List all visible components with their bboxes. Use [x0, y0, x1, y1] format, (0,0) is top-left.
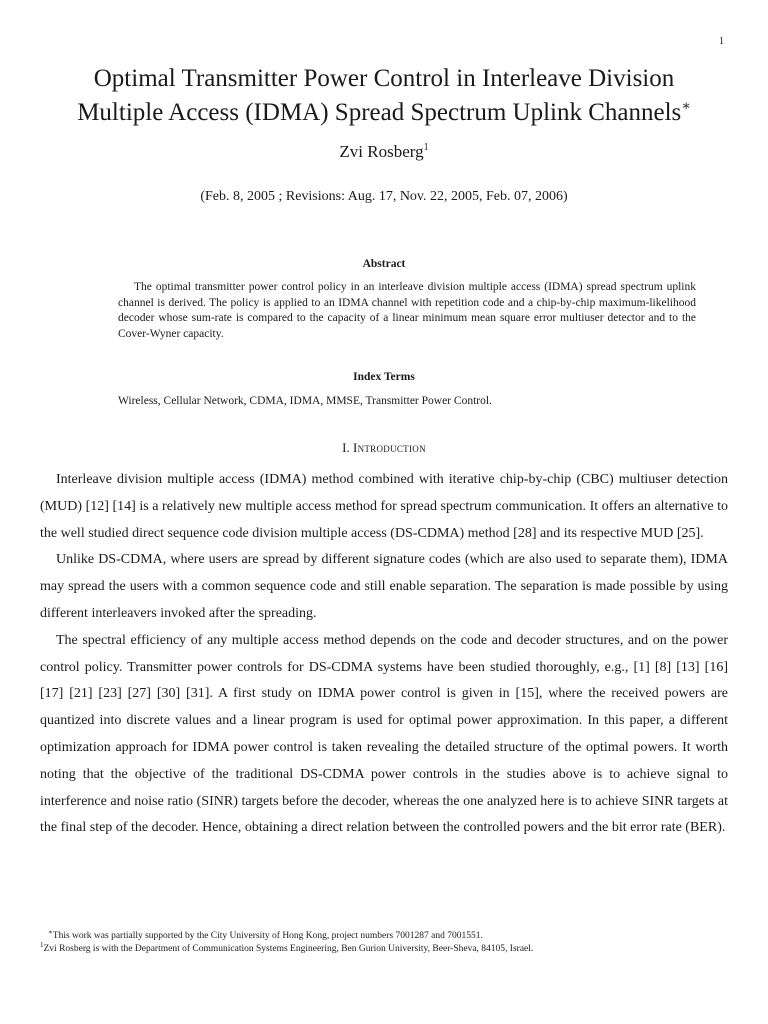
footnote-text: This work was partially supported by the City University of Hong Kong, project numbers 7001287 and 7001551.	[52, 931, 483, 941]
revision-dates: (Feb. 8, 2005 ; Revisions: Aug. 17, Nov. 22, 2005, Feb. 07, 2006)	[200, 189, 568, 204]
author	[0, 142, 768, 162]
abstract-heading: Abstract	[362, 258, 406, 270]
footnotes	[40, 930, 728, 956]
author-footnote-mark: 1	[423, 142, 429, 153]
paper-title	[40, 62, 728, 130]
abstract-text: The optimal transmitter power control policy in an interleave division multiple access (IDMA) spread spectrum uplink channel is derived. The policy is applied to an IDMA channel with repetition code and a chip-by-chip maximum-likelihood decoder whose sum-rate is compared to the capacity of a linear minimum mean square error multiuser detector and to the Cover-Wyner capacity.	[118, 281, 696, 340]
section-title: Introduction	[352, 440, 426, 455]
footnote	[40, 943, 728, 956]
title-line-2	[40, 96, 728, 130]
footnote-text: Zvi Rosberg is with the Department of Communication Systems Engineering, Ben Gurion University, Beer-Sheva, 84105, Israel.	[43, 944, 534, 954]
title-line-2-text: Multiple Access (IDMA) Spread Spectrum Uplink Channels	[77, 99, 682, 126]
section-heading	[0, 440, 768, 456]
title-line-1: Optimal Transmitter Power Control in Interleave Division	[93, 65, 675, 92]
body-text	[40, 467, 728, 842]
paragraph: Interleave division multiple access (IDMA) method combined with iterative chip-by-chip (CBC) multiuser detection (MUD) [12] [14] is a relatively new multiple access method for spread spectrum communication. It offers an alternative to the well studied direct sequence code division multiple access (DS-CDMA) method [28] and its respective MUD [25].	[40, 472, 728, 541]
footnote	[40, 930, 728, 943]
author-name: Zvi Rosberg	[339, 142, 424, 161]
section-number: I.	[342, 440, 350, 455]
index-terms-text: Wireless, Cellular Network, CDMA, IDMA, MMSE, Transmitter Power Control.	[118, 395, 492, 407]
index-terms-heading: Index Terms	[353, 371, 415, 383]
paragraph: Unlike DS-CDMA, where users are spread by different signature codes (which are also used to separate them), IDMA may spread the users with a common sequence code and still enable separation. The separation is made possible by using different interleavers invoked after the spreading.	[40, 552, 728, 621]
paragraph: The spectral efficiency of any multiple access method depends on the code and decoder structures, and on the power control policy. Transmitter power controls for DS-CDMA systems have been studied thoroughly, e.g., [1] [8] [13] [16] [17] [21] [23] [27] [30] [31]. A first study on IDMA power control is given in [15], where the received powers are quantized into discrete values and a linear program is used for optimal power approximation. In this paper, a different optimization approach for IDMA power control is taken revealing the detailed structure of the optimal powers. It worth noting that the objective of the traditional DS-CDMA power controls in the studies above is to achieve signal to interference and noise ratio (SINR) targets before the decoder, whereas the one analyzed here is to achieve SINR targets at the final step of the decoder. Hence, obtaining a direct relation between the controlled powers and the bit error rate (BER).	[40, 632, 728, 836]
footnote-mark: 1	[40, 941, 44, 949]
footnote-mark: ∗	[48, 928, 53, 936]
title-footnote-mark: ∗	[681, 99, 691, 114]
page-number: 1	[719, 36, 724, 47]
